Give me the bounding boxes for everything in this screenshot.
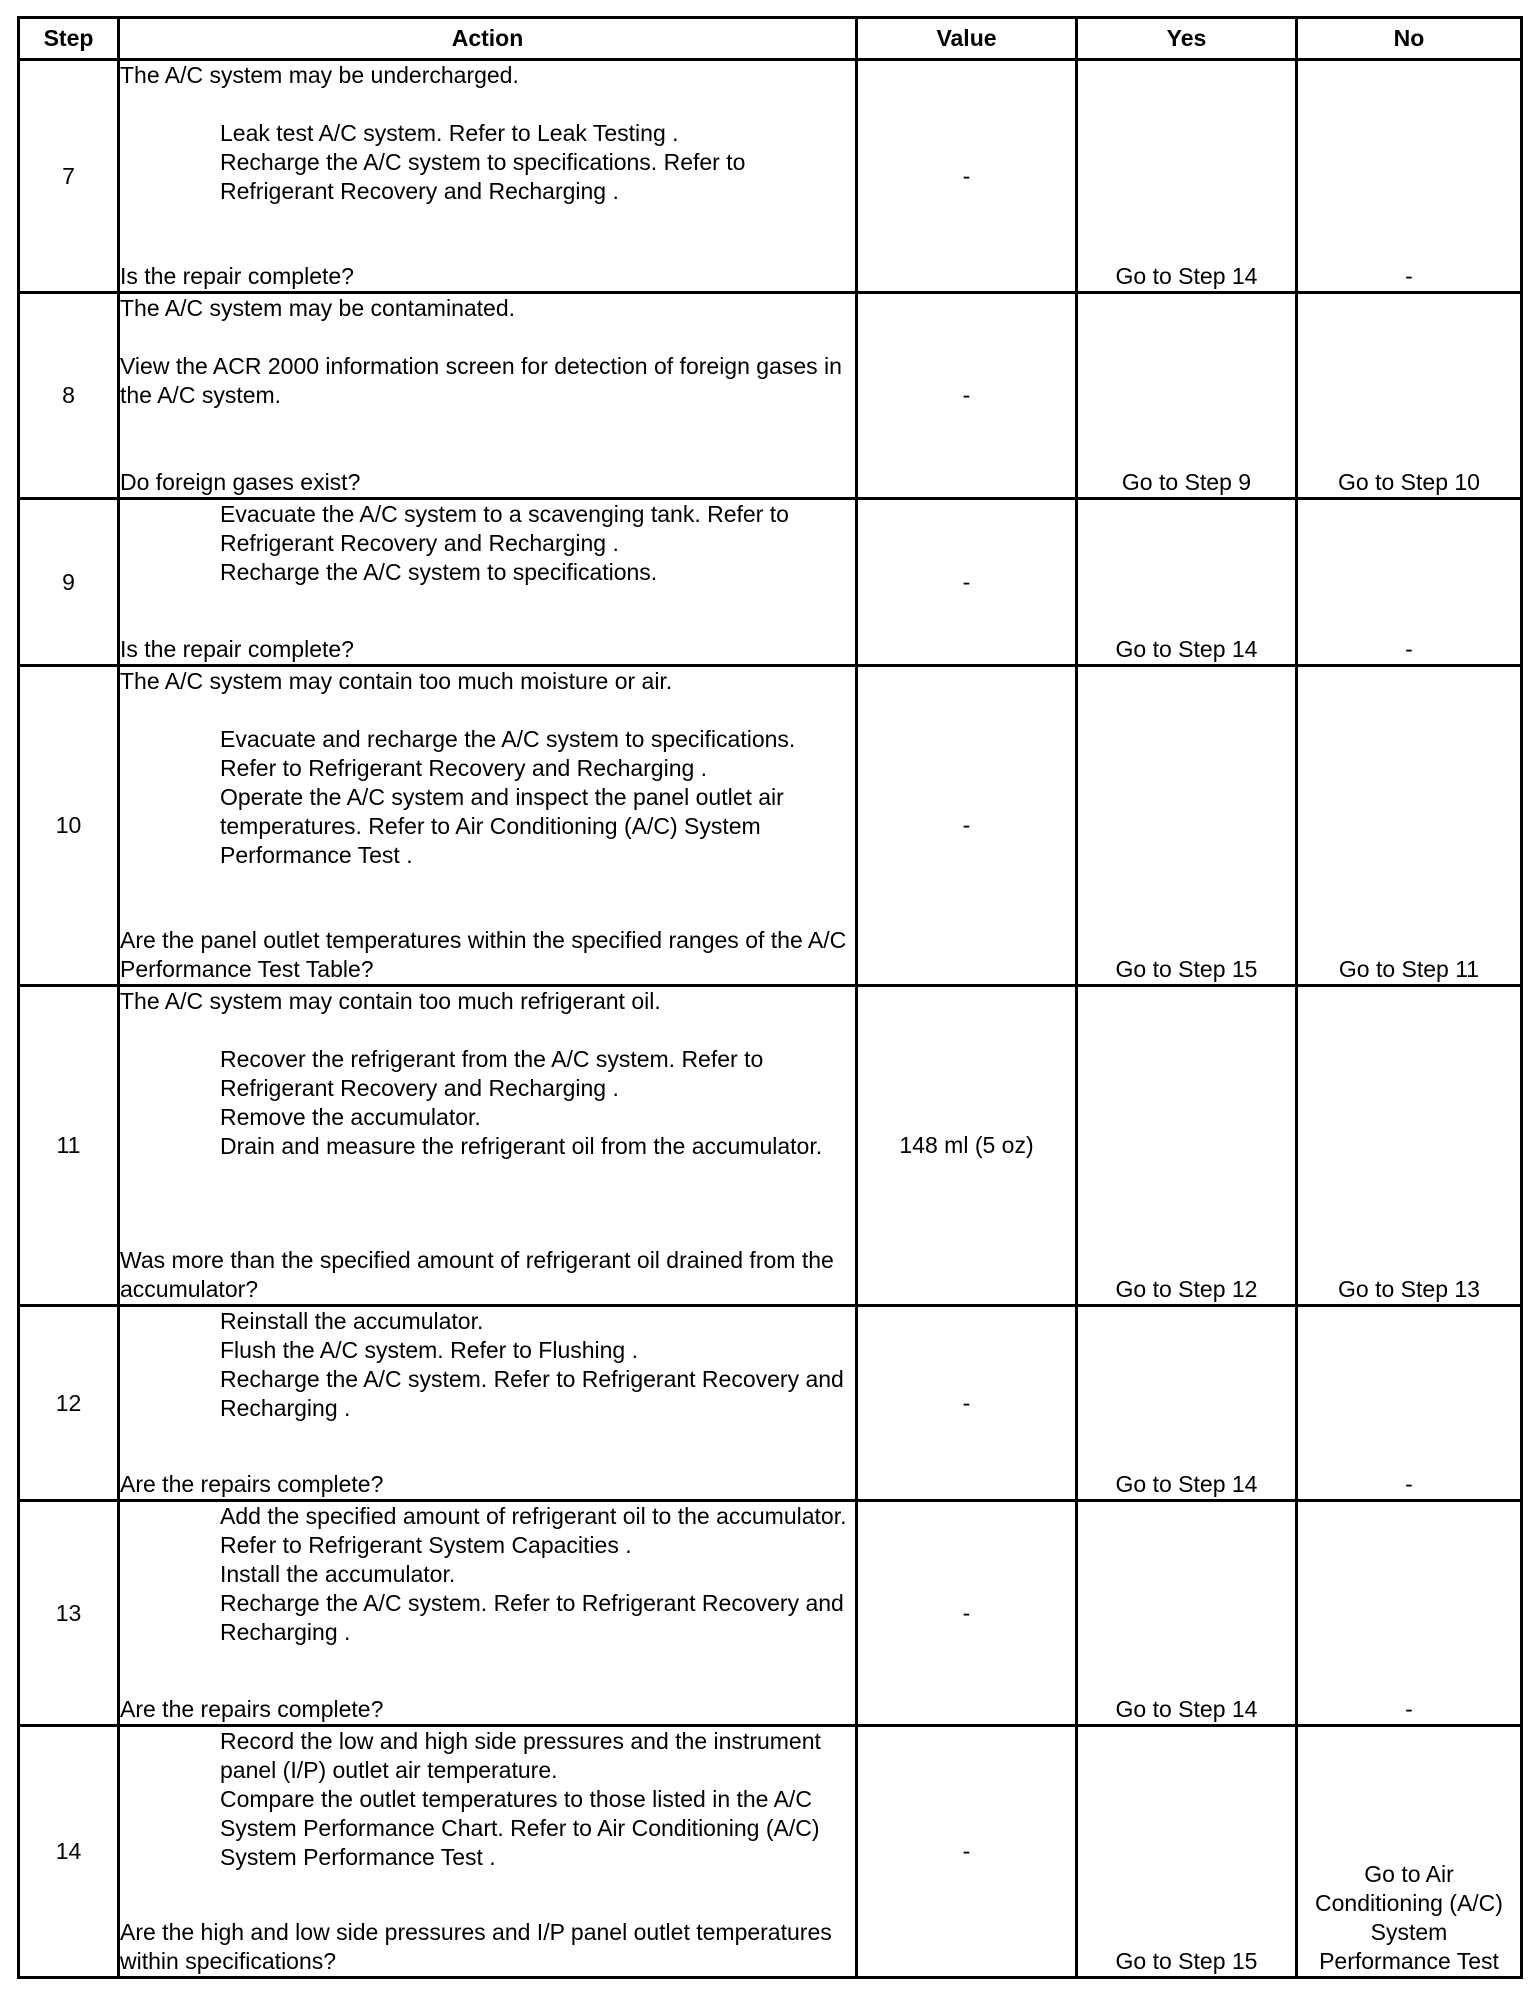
action-cell	[119, 1306, 857, 1501]
value-cell: -	[857, 1501, 1077, 1726]
action-question: Are the repairs complete?	[120, 1696, 384, 1722]
action-cell	[119, 666, 857, 986]
yes-cell: Go to Step 14	[1077, 1501, 1297, 1726]
table-row	[19, 1726, 1522, 1978]
value-cell: -	[857, 1726, 1077, 1978]
action-step: Recharge the A/C system to specifications.	[220, 559, 658, 585]
value-cell: -	[857, 293, 1077, 499]
yes-cell: Go to Step 14	[1077, 499, 1297, 666]
action-cell	[119, 986, 857, 1306]
action-step: Install the accumulator.	[220, 1561, 456, 1587]
action-question: Is the repair complete?	[120, 263, 354, 289]
action-step: Remove the accumulator.	[220, 1104, 481, 1130]
no-cell: -	[1297, 60, 1522, 293]
step-number: 13	[19, 1501, 119, 1726]
action-intro: The A/C system may contain too much refrigerant oil.	[120, 988, 661, 1014]
step-number: 9	[19, 499, 119, 666]
yes-cell: Go to Step 12	[1077, 986, 1297, 1306]
yes-cell: Go to Step 14	[1077, 1306, 1297, 1501]
table-row	[19, 1306, 1522, 1501]
action-step: Drain and measure the refrigerant oil from the accumulator.	[220, 1133, 823, 1159]
action-step: Evacuate and recharge the A/C system to specifications. Refer to Refrigerant Recovery and Recharging .	[220, 726, 796, 781]
header-value: Value	[857, 18, 1077, 60]
header-yes: Yes	[1077, 18, 1297, 60]
yes-cell: Go to Step 14	[1077, 60, 1297, 293]
no-cell: Go to Step 13	[1297, 986, 1522, 1306]
header-action: Action	[119, 18, 857, 60]
action-cell	[119, 60, 857, 293]
action-cell	[119, 1726, 857, 1978]
yes-cell: Go to Step 15	[1077, 1726, 1297, 1978]
action-cell	[119, 293, 857, 499]
action-cell	[119, 499, 857, 666]
action-step: Compare the outlet temperatures to those listed in the A/C System Performance Chart. Refer to Air Conditioning (A/C) System Performance Test .	[220, 1786, 820, 1870]
action-step: Reinstall the accumulator.	[220, 1308, 484, 1334]
action-question: Are the panel outlet temperatures within the specified ranges of the A/C Performance Test Table?	[120, 927, 847, 982]
action-intro: The A/C system may contain too much moisture or air.	[120, 668, 673, 694]
action-step: Add the specified amount of refrigerant oil to the accumulator. Refer to Refrigerant System Capacities .	[220, 1503, 847, 1558]
table-row	[19, 499, 1522, 666]
yes-cell: Go to Step 15	[1077, 666, 1297, 986]
yes-cell: Go to Step 9	[1077, 293, 1297, 499]
action-step: Recharge the A/C system. Refer to Refrigerant Recovery and Recharging .	[220, 1590, 844, 1645]
header-row	[19, 18, 1522, 60]
action-step: Recharge the A/C system. Refer to Refrigerant Recovery and Recharging .	[220, 1366, 844, 1421]
action-intro: The A/C system may be undercharged.	[120, 62, 519, 88]
table-row	[19, 293, 1522, 499]
header-no: No	[1297, 18, 1522, 60]
step-number: 12	[19, 1306, 119, 1501]
step-number: 11	[19, 986, 119, 1306]
action-cell	[119, 1501, 857, 1726]
action-question: Was more than the specified amount of refrigerant oil drained from the accumulator?	[120, 1247, 834, 1302]
action-step: Record the low and high side pressures and the instrument panel (I/P) outlet air temperature.	[220, 1728, 821, 1783]
table-row	[19, 986, 1522, 1306]
no-cell: Go to Step 11	[1297, 666, 1522, 986]
value-cell: -	[857, 499, 1077, 666]
no-cell: -	[1297, 1501, 1522, 1726]
no-cell: -	[1297, 499, 1522, 666]
action-step: Flush the A/C system. Refer to Flushing .	[220, 1337, 638, 1363]
action-step: Recharge the A/C system to specifications. Refer to Refrigerant Recovery and Recharging .	[220, 149, 746, 204]
action-question: Are the high and low side pressures and I/P panel outlet temperatures within specifications?	[120, 1919, 832, 1974]
action-question: Are the repairs complete?	[120, 1471, 384, 1497]
step-number: 8	[19, 293, 119, 499]
no-cell: Go to Air Conditioning (A/C) System Performance Test	[1297, 1726, 1522, 1978]
step-number: 10	[19, 666, 119, 986]
action-question: Is the repair complete?	[120, 636, 354, 662]
table-row	[19, 666, 1522, 986]
value-cell: 148 ml (5 oz)	[857, 986, 1077, 1306]
step-number: 14	[19, 1726, 119, 1978]
action-body: View the ACR 2000 information screen for detection of foreign gases in the A/C system.	[120, 353, 842, 408]
action-step: Recover the refrigerant from the A/C system. Refer to Refrigerant Recovery and Recharging .	[220, 1046, 764, 1101]
header-step: Step	[19, 18, 119, 60]
diagnostic-table	[17, 16, 1523, 1979]
action-question: Do foreign gases exist?	[120, 469, 361, 495]
value-cell: -	[857, 1306, 1077, 1501]
no-cell: -	[1297, 1306, 1522, 1501]
value-cell: -	[857, 60, 1077, 293]
action-step: Operate the A/C system and inspect the panel outlet air temperatures. Refer to Air Conditioning (A/C) System Performance Test .	[220, 784, 784, 868]
table-row	[19, 60, 1522, 293]
no-cell: Go to Step 10	[1297, 293, 1522, 499]
action-step: Evacuate the A/C system to a scavenging tank. Refer to Refrigerant Recovery and Recharging .	[220, 501, 789, 556]
step-number: 7	[19, 60, 119, 293]
table-row	[19, 1501, 1522, 1726]
value-cell: -	[857, 666, 1077, 986]
action-intro: The A/C system may be contaminated.	[120, 295, 516, 321]
action-step: Leak test A/C system. Refer to Leak Testing .	[220, 120, 679, 146]
